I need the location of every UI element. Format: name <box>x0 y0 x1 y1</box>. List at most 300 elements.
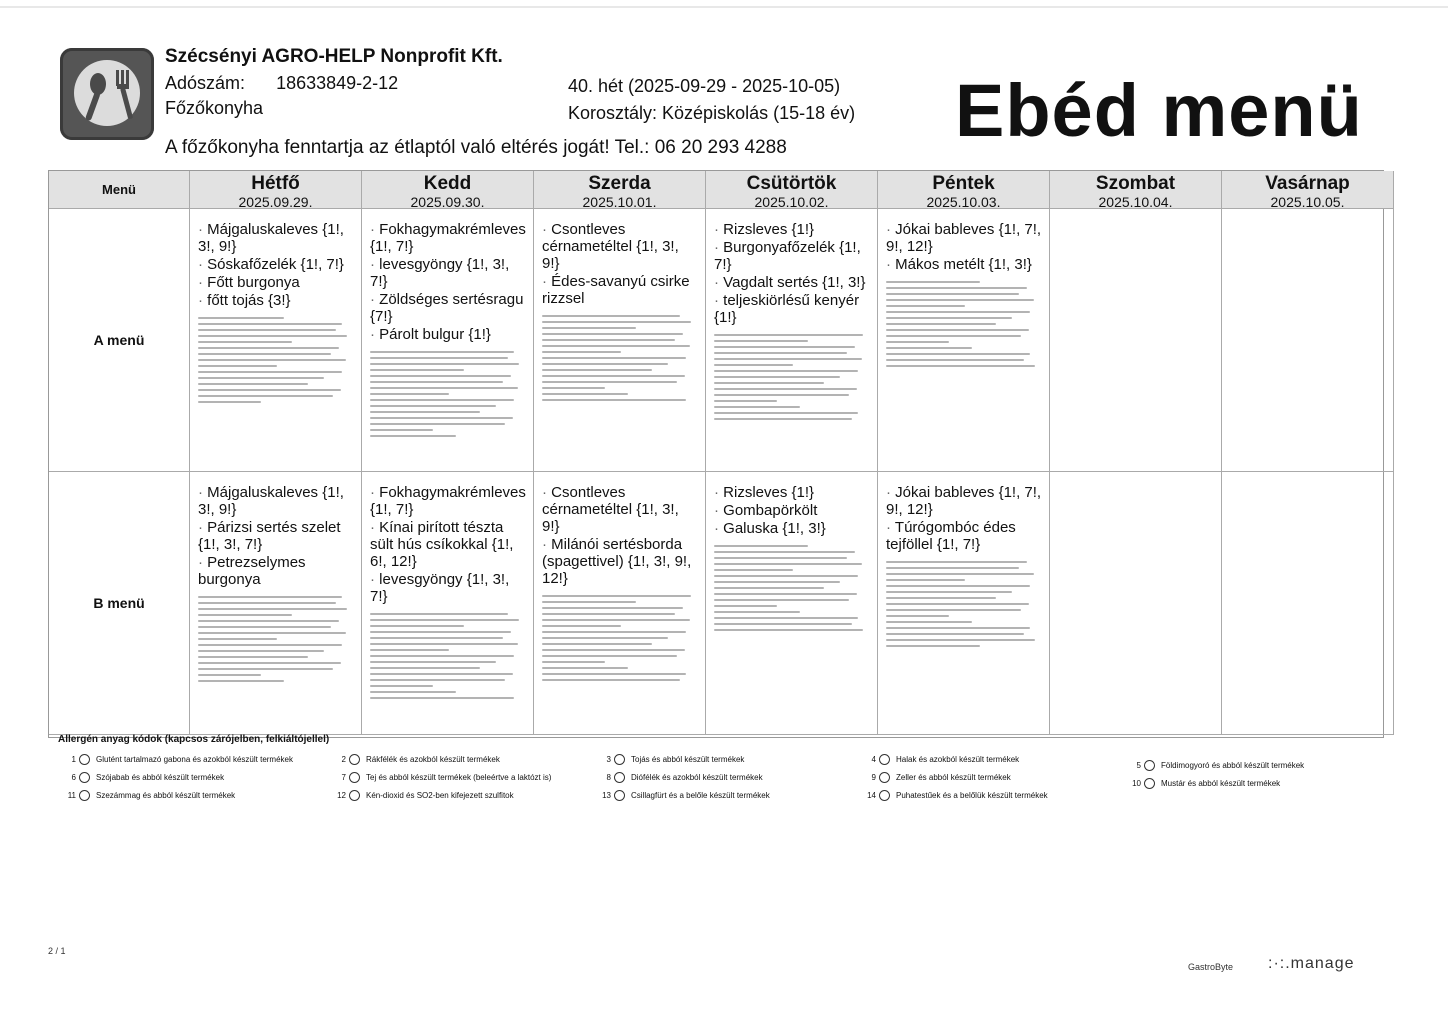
nutrition-line <box>714 358 862 360</box>
nutrition-line <box>542 595 691 597</box>
nutrition-line <box>198 389 341 391</box>
nutrition-line <box>886 317 1012 319</box>
allergen-item <box>60 770 224 786</box>
nutrition-line <box>542 679 680 681</box>
nutrition-line <box>714 551 855 553</box>
allergen-icon <box>1144 760 1155 771</box>
nutrition-line <box>714 569 793 571</box>
nutrition-line <box>542 661 605 663</box>
nutrition-details <box>886 277 1043 407</box>
allergen-number: 12 <box>337 791 346 800</box>
nutrition-line <box>198 656 308 658</box>
nutrition-line <box>370 619 519 621</box>
nutrition-line <box>886 323 996 325</box>
nutrition-line <box>714 563 862 565</box>
allergen-icon <box>879 772 890 783</box>
menu-row-label: B menü <box>49 472 190 735</box>
nutrition-line <box>886 353 1030 355</box>
nutrition-line <box>198 359 346 361</box>
nutrition-line <box>886 615 949 617</box>
menu-cell <box>534 209 706 472</box>
allergen-number: 11 <box>67 791 76 800</box>
allergen-label: Tej és abból készült termékek (beleértve a laktózt is) <box>366 773 552 782</box>
nutrition-line <box>886 603 1029 605</box>
nutrition-line <box>714 382 824 384</box>
nutrition-line <box>886 621 972 623</box>
day-date: 2025.09.30. <box>410 194 485 209</box>
day-header <box>878 171 1050 209</box>
menu-row-label: A menü <box>49 209 190 472</box>
nutrition-line <box>370 399 514 401</box>
allergen-number: 14 <box>867 791 876 800</box>
nutrition-line <box>198 329 336 331</box>
nutrition-line <box>198 596 342 598</box>
dish-item: · Milánói sertésborda (spagettivel) {1!, 3!, 9!, 12!} <box>542 536 699 587</box>
nutrition-line <box>886 567 1019 569</box>
nutrition-line <box>542 637 668 639</box>
allergen-item <box>60 752 293 768</box>
nutrition-line <box>886 341 949 343</box>
nutrition-line <box>542 667 628 669</box>
allergen-icon <box>1144 778 1155 789</box>
allergen-icon <box>79 754 90 765</box>
nutrition-line <box>714 593 857 595</box>
day-header <box>1050 171 1222 209</box>
nutrition-line <box>370 667 480 669</box>
nutrition-line <box>886 609 1021 611</box>
nutrition-details <box>886 557 1043 687</box>
nutrition-line <box>886 347 972 349</box>
nutrition-line <box>542 643 652 645</box>
nutrition-line <box>542 399 686 401</box>
nutrition-line <box>542 619 690 621</box>
day-name: Péntek <box>932 173 995 194</box>
dish-item: · levesgyöngy {1!, 3!, 7!} <box>370 571 527 605</box>
nutrition-details <box>542 311 699 441</box>
nutrition-line <box>542 631 686 633</box>
nutrition-line <box>886 299 1034 301</box>
dish-item: · Rizsleves {1!} <box>714 484 871 501</box>
nutrition-line <box>198 395 333 397</box>
nutrition-line <box>542 345 690 347</box>
nutrition-line <box>542 357 686 359</box>
allergen-icon <box>349 790 360 801</box>
dish-item: · Rizsleves {1!} <box>714 221 871 238</box>
allergen-icon <box>614 772 625 783</box>
nutrition-line <box>370 381 503 383</box>
nutrition-line <box>198 365 277 367</box>
dish-item: · Főtt burgonya <box>198 274 355 291</box>
day-date: 2025.10.03. <box>926 194 1001 209</box>
allergen-icon <box>879 790 890 801</box>
nutrition-line <box>198 626 331 628</box>
allergen-number: 3 <box>606 755 611 764</box>
restaurant-logo <box>60 48 154 140</box>
dish-item: · Fokhagymakrémleves {1!, 7!} <box>370 484 527 518</box>
day-header <box>1222 171 1394 209</box>
nutrition-line <box>198 353 331 355</box>
nutrition-line <box>886 579 965 581</box>
nutrition-line <box>370 387 518 389</box>
nutrition-line <box>886 627 1030 629</box>
nutrition-line <box>714 617 858 619</box>
nutrition-line <box>370 631 511 633</box>
nutrition-line <box>370 679 505 681</box>
nutrition-line <box>886 293 1019 295</box>
nutrition-details <box>198 592 355 722</box>
nutrition-line <box>886 335 1021 337</box>
allergen-number: 6 <box>71 773 76 782</box>
day-header <box>534 171 706 209</box>
nutrition-line <box>198 317 284 319</box>
nutrition-line <box>714 346 855 348</box>
nutrition-line <box>542 393 628 395</box>
nutrition-line <box>714 364 793 366</box>
menu-table <box>48 170 1384 738</box>
allergen-item <box>1125 758 1304 774</box>
organization-name: Szécsényi AGRO-HELP Nonprofit Kft. <box>165 46 503 67</box>
allergen-label: Halak és azokból készült termékek <box>896 755 1020 764</box>
nutrition-line <box>886 359 1024 361</box>
dish-item: · Burgonyafőzelék {1!, 7!} <box>714 239 871 273</box>
allergen-legend <box>60 752 1350 812</box>
day-name: Szerda <box>588 173 651 194</box>
nutrition-line <box>714 623 852 625</box>
nutrition-line <box>886 591 1012 593</box>
nutrition-line <box>714 406 800 408</box>
allergen-number: 7 <box>341 773 346 782</box>
menu-cell <box>534 472 706 735</box>
nutrition-line <box>198 602 336 604</box>
menu-cell <box>1222 209 1394 472</box>
nutrition-line <box>370 405 496 407</box>
allergen-label: Glutént tartalmazó gabona és azokból készült termékek <box>96 755 293 764</box>
dish-item: · Májgaluskaleves {1!, 3!, 9!} <box>198 484 355 518</box>
day-name: Csütörtök <box>746 173 837 194</box>
nutrition-line <box>886 365 1035 367</box>
allergen-item <box>860 752 1019 768</box>
nutrition-line <box>370 393 449 395</box>
nutrition-line <box>370 613 508 615</box>
menu-cell <box>1050 209 1222 472</box>
allergen-icon <box>349 772 360 783</box>
day-header <box>190 171 362 209</box>
nutrition-line <box>542 601 636 603</box>
nutrition-line <box>714 376 840 378</box>
nutrition-line <box>542 339 675 341</box>
allergen-label: Csillagfürt és a belőle készült termékek <box>631 791 770 800</box>
dish-item: · Édes-savanyú csirke rizzsel <box>542 273 699 307</box>
allergen-label: Szezámmag és abból készült termékek <box>96 791 236 800</box>
nutrition-line <box>198 608 347 610</box>
allergen-number: 10 <box>1132 779 1141 788</box>
nutrition-line <box>370 435 456 437</box>
nutrition-details <box>542 591 699 721</box>
dish-item: · Petrezselymes burgonya <box>198 554 355 588</box>
nutrition-line <box>714 605 777 607</box>
allergen-number: 9 <box>871 773 876 782</box>
nutrition-line <box>370 697 514 699</box>
cutlery-icon <box>60 48 154 140</box>
menu-cell <box>362 209 534 472</box>
nutrition-line <box>370 417 513 419</box>
nutrition-line <box>714 412 858 414</box>
nutrition-line <box>714 629 863 631</box>
allergen-label: Kén-dioxid és SO2-ben kifejezett szulfitok <box>366 791 514 800</box>
nutrition-line <box>886 287 1027 289</box>
nutrition-line <box>542 381 677 383</box>
nutrition-line <box>542 649 685 651</box>
kitchen-type: Főzőkonyha <box>165 98 264 118</box>
nutrition-line <box>198 341 292 343</box>
nutrition-line <box>714 557 847 559</box>
nutrition-details <box>714 330 871 460</box>
nutrition-details <box>714 541 871 671</box>
allergen-number: 8 <box>606 773 611 782</box>
day-date: 2025.10.04. <box>1098 194 1173 209</box>
nutrition-line <box>198 674 261 676</box>
nutrition-line <box>542 327 636 329</box>
day-date: 2025.10.01. <box>582 194 657 209</box>
nutrition-details <box>370 609 527 735</box>
menu-cell <box>190 472 362 735</box>
allergen-number: 13 <box>602 791 611 800</box>
nutrition-line <box>542 321 691 323</box>
menu-cell <box>362 472 534 735</box>
nutrition-line <box>370 661 496 663</box>
dish-item: · főtt tojás {3!} <box>198 292 355 309</box>
allergen-item <box>1125 776 1280 792</box>
nutrition-line <box>198 632 346 634</box>
page-title: Ebéd menü <box>955 69 1363 152</box>
dish-item: · Galuska {1!, 3!} <box>714 520 871 537</box>
nutrition-line <box>886 281 980 283</box>
dish-item: · Fokhagymakrémleves {1!, 7!} <box>370 221 527 255</box>
day-date: 2025.10.05. <box>1270 194 1345 209</box>
nutrition-line <box>542 315 680 317</box>
tax-number: 18633849-2-12 <box>276 73 399 93</box>
allergen-item <box>330 752 500 768</box>
nutrition-line <box>714 370 858 372</box>
nutrition-line <box>198 638 277 640</box>
day-name: Szombat <box>1095 173 1176 194</box>
allergen-label: Diófélék és azokból készült termékek <box>631 773 763 782</box>
nutrition-line <box>714 545 808 547</box>
allergen-label: Zeller és abból készült termékek <box>896 773 1011 782</box>
nutrition-line <box>370 411 480 413</box>
nutrition-line <box>198 323 342 325</box>
nutrition-line <box>198 335 347 337</box>
nutrition-line <box>714 418 852 420</box>
allergen-label: Tojás és abból készült termékek <box>631 755 745 764</box>
allergen-icon <box>614 790 625 801</box>
dish-item: · Vagdalt sertés {1!, 3!} <box>714 274 871 291</box>
day-name: Hétfő <box>251 173 300 194</box>
allergen-title: Allergén anyag kódok (kapcsos zárójelben, felkiáltójellel) <box>58 734 330 745</box>
allergen-icon <box>879 754 890 765</box>
page-number: 2 / 1 <box>48 946 66 956</box>
nutrition-line <box>198 383 308 385</box>
menu-cell <box>878 472 1050 735</box>
nutrition-line <box>886 633 1024 635</box>
tax-label: Adószám: <box>165 73 246 93</box>
nutrition-line <box>886 597 996 599</box>
dish-item: · levesgyöngy {1!, 3!, 7!} <box>370 256 527 290</box>
allergen-item <box>595 788 770 804</box>
allergen-icon <box>79 790 90 801</box>
dish-item: · Májgaluskaleves {1!, 3!, 9!} <box>198 221 355 255</box>
allergen-label: Mustár és abból készült termékek <box>1161 779 1281 788</box>
menu-cell <box>190 209 362 472</box>
nutrition-details <box>198 313 355 443</box>
menu-cell <box>706 472 878 735</box>
nutrition-line <box>198 650 324 652</box>
nutrition-line <box>886 639 1035 641</box>
nutrition-line <box>370 655 514 657</box>
nutrition-line <box>370 685 433 687</box>
nutrition-line <box>886 329 1029 331</box>
menu-cell <box>1050 472 1222 735</box>
menu-cell <box>1222 472 1394 735</box>
nutrition-line <box>198 668 333 670</box>
nutrition-line <box>542 351 621 353</box>
nutrition-line <box>370 625 464 627</box>
allergen-item <box>595 770 763 786</box>
nutrition-line <box>714 334 863 336</box>
nutrition-line <box>198 401 261 403</box>
dish-item: · Zöldséges sertésragu {7!} <box>370 291 527 325</box>
dish-item: · Csontleves cérnametéltel {1!, 3!, 9!} <box>542 484 699 535</box>
nutrition-line <box>542 673 686 675</box>
nutrition-line <box>370 637 503 639</box>
allergen-number: 1 <box>71 755 76 764</box>
nutrition-line <box>542 655 677 657</box>
top-rule <box>0 6 1448 8</box>
nutrition-line <box>542 375 685 377</box>
allergen-icon <box>614 754 625 765</box>
nutrition-line <box>370 369 464 371</box>
nutrition-line <box>198 377 324 379</box>
dish-item: · Sóskafőzelék {1!, 7!} <box>198 256 355 273</box>
brand-logo: :·:.manage <box>1268 955 1355 972</box>
nutrition-line <box>370 375 511 377</box>
nutrition-line <box>370 673 513 675</box>
allergen-number: 2 <box>341 755 346 764</box>
age-group: Korosztály: Középiskolás (15-18 év) <box>568 103 856 123</box>
allergen-icon <box>79 772 90 783</box>
dish-item: · Csontleves cérnametéltel {1!, 3!, 9!} <box>542 221 699 272</box>
day-date: 2025.10.02. <box>754 194 829 209</box>
nutrition-line <box>198 644 342 646</box>
allergen-label: Szójabab és abból készült termékek <box>96 773 225 782</box>
nutrition-line <box>198 620 339 622</box>
nutrition-line <box>542 607 683 609</box>
nutrition-line <box>714 611 800 613</box>
nutrition-line <box>714 394 849 396</box>
notice-text: A főzőkonyha fenntartja az étlaptól való eltérés jogát! Tel.: 06 20 293 4288 <box>165 137 787 158</box>
dish-item: · Párolt bulgur {1!} <box>370 326 527 343</box>
dish-item: · Jókai bableves {1!, 7!, 9!, 12!} <box>886 484 1043 518</box>
nutrition-line <box>542 369 652 371</box>
dish-item: · Jókai bableves {1!, 7!, 9!, 12!} <box>886 221 1043 255</box>
nutrition-line <box>370 691 456 693</box>
dish-item: · Gombapörkölt <box>714 502 871 519</box>
nutrition-line <box>198 614 292 616</box>
allergen-item <box>60 788 235 804</box>
nutrition-line <box>714 388 857 390</box>
allergen-item <box>860 788 1048 804</box>
dish-item: · Mákos metélt {1!, 3!} <box>886 256 1043 273</box>
day-header <box>362 171 534 209</box>
week-range: 40. hét (2025-09-29 - 2025-10-05) <box>568 76 841 96</box>
day-name: Kedd <box>423 173 472 194</box>
dish-item: · Kínai pirított tészta sült hús csíkokkal {1!, 6!, 12!} <box>370 519 527 570</box>
menu-column-header: Menü <box>49 171 190 209</box>
nutrition-line <box>542 613 675 615</box>
day-date: 2025.09.29. <box>238 194 313 209</box>
nutrition-line <box>714 587 824 589</box>
allergen-label: Puhatestűek és a belőlük készült termékek <box>896 791 1048 800</box>
nutrition-line <box>886 561 1027 563</box>
nutrition-line <box>198 680 284 682</box>
nutrition-line <box>886 305 965 307</box>
allergen-number: 4 <box>871 755 876 764</box>
allergen-item <box>330 770 551 786</box>
allergen-label: Földimogyoró és abból készült termékek <box>1161 761 1305 770</box>
nutrition-line <box>542 363 668 365</box>
nutrition-line <box>370 351 514 353</box>
nutrition-line <box>542 333 683 335</box>
allergen-item <box>330 788 514 804</box>
nutrition-line <box>714 400 777 402</box>
nutrition-line <box>370 429 433 431</box>
nutrition-line <box>714 575 858 577</box>
nutrition-line <box>886 573 1034 575</box>
day-name: Vasárnap <box>1265 173 1350 194</box>
menu-cell <box>706 209 878 472</box>
day-header <box>706 171 878 209</box>
allergen-number: 5 <box>1136 761 1141 770</box>
nutrition-line <box>370 357 508 359</box>
nutrition-line <box>542 387 605 389</box>
vendor-name: GastroByte <box>1188 962 1234 972</box>
nutrition-line <box>886 311 1030 313</box>
dish-item: · Túrógombóc édes tejföllel {1!, 7!} <box>886 519 1043 553</box>
nutrition-line <box>198 347 339 349</box>
nutrition-details <box>370 347 527 472</box>
nutrition-line <box>714 581 840 583</box>
dish-item: · Párizsi sertés szelet {1!, 3!, 7!} <box>198 519 355 553</box>
allergen-item <box>595 752 744 768</box>
nutrition-line <box>370 423 505 425</box>
nutrition-line <box>886 645 980 647</box>
nutrition-line <box>370 649 449 651</box>
nutrition-line <box>370 363 519 365</box>
dish-item: · teljeskiörlésű kenyér {1!} <box>714 292 871 326</box>
nutrition-line <box>198 371 342 373</box>
allergen-label: Rákfélék és azokból készült termékek <box>366 755 500 764</box>
tax-number-line <box>165 73 398 94</box>
menu-cell <box>878 209 1050 472</box>
nutrition-line <box>198 662 341 664</box>
nutrition-line <box>714 352 847 354</box>
nutrition-line <box>714 599 849 601</box>
nutrition-line <box>886 585 1030 587</box>
nutrition-line <box>370 643 518 645</box>
allergen-item <box>860 770 1011 786</box>
nutrition-line <box>714 340 808 342</box>
allergen-icon <box>349 754 360 765</box>
